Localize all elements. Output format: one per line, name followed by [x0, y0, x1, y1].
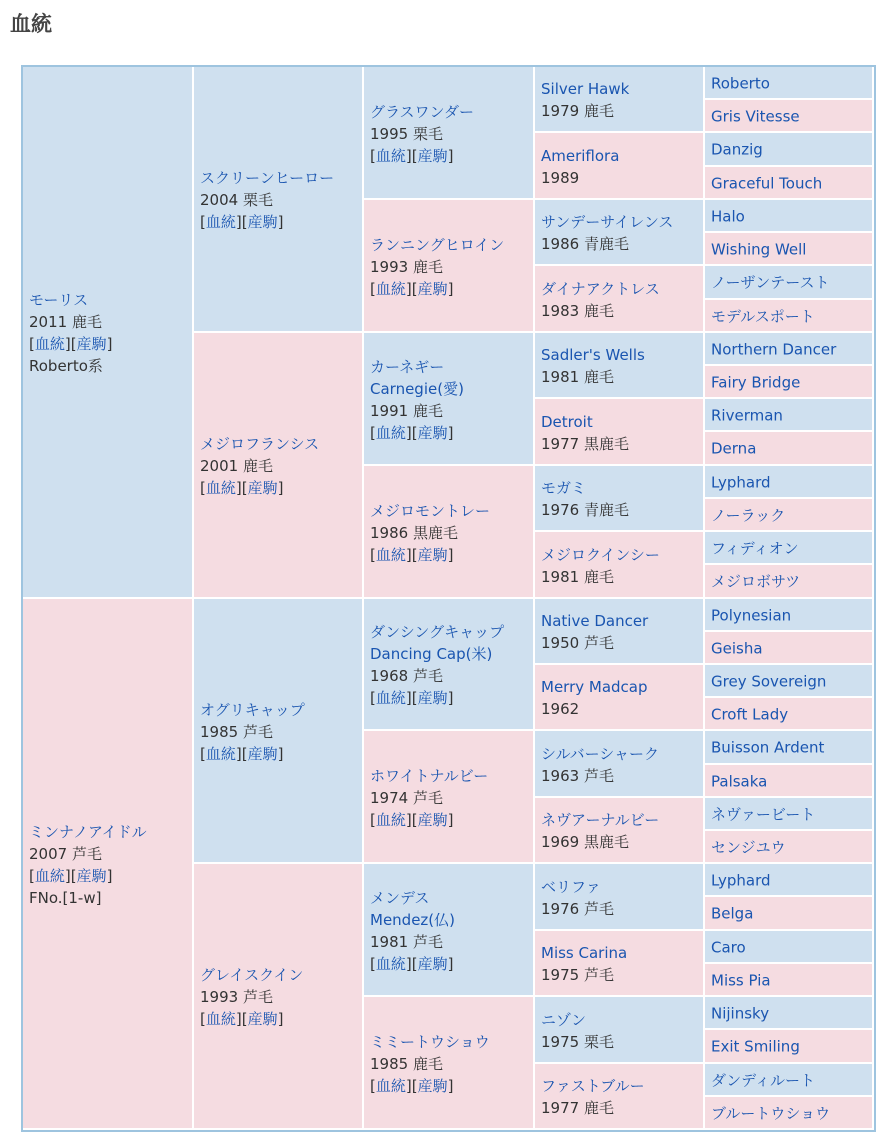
progeny-link[interactable]: 産駒 [417, 954, 448, 973]
horse-name-link[interactable]: ミンナノアイドル [29, 822, 147, 841]
pedigree-cell-gen5 [705, 1030, 874, 1064]
horse-entry [200, 964, 360, 1030]
horse-entry [711, 765, 870, 798]
horse-info: 1985 芦毛 [200, 722, 273, 741]
horse-name-link[interactable]: Detroit [541, 412, 593, 431]
pedigree-cell-gen2 [194, 333, 364, 599]
horse-name-link[interactable]: ミミートウショウ [370, 1032, 490, 1051]
pedigree-cell-gen2 [194, 67, 364, 333]
horse-extra: Roberto系 [29, 357, 103, 375]
pedigree-links: [血統][産駒] [370, 545, 454, 564]
pedigree-cell-gen4 [535, 67, 705, 133]
horse-info: 2007 芦毛 [29, 844, 102, 863]
pedigree-link[interactable]: 血統 [205, 1010, 236, 1028]
horse-info: 1979 鹿毛 [541, 102, 614, 120]
pedigree-cell-gen5 [705, 964, 874, 997]
horse-entry [711, 333, 870, 366]
horse-name-link[interactable]: ノーラック [711, 506, 786, 524]
horse-info: 1989 [541, 168, 580, 187]
pedigree-cell-gen5 [705, 100, 874, 133]
horse-entry [370, 101, 531, 167]
horse-info: 1976 芦毛 [541, 899, 614, 918]
horse-name-link[interactable]: Exit Smiling [711, 1037, 800, 1056]
pedigree-cell-gen4 [535, 665, 705, 731]
progeny-link[interactable]: 産駒 [76, 335, 107, 353]
pedigree-link[interactable]: 血統 [375, 1076, 406, 1095]
pedigree-links: [血統][産駒] [370, 1076, 454, 1095]
horse-name-link[interactable]: グレイスクイン [200, 966, 304, 984]
horse-name-link[interactable]: Miss Carina [541, 944, 628, 962]
horse-entry [200, 433, 360, 499]
horse-name-link[interactable]: Lyphard [711, 473, 771, 491]
pedigree-cell-gen3 [364, 997, 535, 1130]
pedigree-cell-gen5 [705, 432, 874, 466]
horse-name-link[interactable]: Belga [711, 904, 754, 923]
progeny-link[interactable]: 産駒 [417, 545, 448, 564]
horse-name-link[interactable]: メジロボサツ [711, 572, 801, 591]
horse-name-link[interactable]: Mendez(仏) [370, 910, 456, 929]
pedigree-link[interactable]: 血統 [34, 866, 65, 885]
pedigree-cell-gen4 [535, 466, 705, 532]
horse-entry [370, 887, 531, 975]
pedigree-link[interactable]: 血統 [375, 279, 406, 298]
progeny-link[interactable]: 産駒 [247, 744, 278, 763]
horse-entry [711, 1031, 870, 1064]
horse-name-link[interactable]: スクリーンヒーロー [200, 169, 335, 187]
horse-name-link[interactable]: Danzig [711, 140, 763, 159]
pedigree-cell-gen3 [364, 200, 535, 333]
pedigree-cell-gen4 [535, 731, 705, 798]
horse-name-link[interactable]: ブルートウショウ [711, 1104, 831, 1122]
horse-name-link[interactable]: ニゾン [541, 1010, 587, 1029]
horse-entry [711, 1064, 870, 1097]
horse-name-link[interactable]: ファストブルー [541, 1077, 645, 1095]
horse-entry [541, 876, 701, 920]
progeny-link[interactable]: 産駒 [417, 689, 448, 707]
pedigree-cell-gen4 [535, 266, 705, 333]
pedigree-link[interactable]: 血統 [205, 744, 236, 763]
pedigree-cell-gen4 [535, 1064, 705, 1130]
horse-entry [711, 499, 870, 532]
pedigree-cell-gen1 [23, 67, 194, 599]
horse-entry [200, 167, 360, 233]
pedigree-cell-gen5 [705, 67, 874, 100]
horse-entry [711, 997, 870, 1030]
horse-entry [541, 676, 701, 720]
pedigree-cell-gen2 [194, 599, 364, 864]
horse-entry [541, 477, 701, 521]
horse-entry [29, 289, 190, 377]
horse-entry [541, 544, 701, 588]
progeny-link[interactable]: 産駒 [76, 866, 107, 885]
pedigree-cell-gen4 [535, 333, 705, 399]
horse-entry [711, 566, 870, 599]
horse-entry [541, 411, 701, 455]
pedigree-cell-gen5 [705, 831, 874, 864]
horse-entry [711, 267, 870, 300]
horse-entry [711, 300, 870, 333]
horse-entry [711, 798, 870, 831]
pedigree-links: [血統][産駒] [370, 423, 454, 442]
horse-entry [370, 621, 531, 709]
pedigree-links: [血統][産駒] [370, 689, 454, 707]
horse-entry [541, 942, 701, 986]
pedigree-cell-gen4 [535, 532, 705, 599]
horse-entry [711, 864, 870, 897]
pedigree-cell-gen5 [705, 366, 874, 399]
progeny-link[interactable]: 産駒 [417, 279, 448, 298]
progeny-link[interactable]: 産駒 [417, 1076, 448, 1095]
pedigree-link[interactable]: 血統 [375, 954, 406, 973]
pedigree-link[interactable]: 血統 [34, 335, 65, 353]
horse-name-link[interactable]: ネヴアーナルビー [541, 811, 660, 829]
horse-info: 1983 鹿毛 [541, 301, 614, 320]
horse-info: 1968 芦毛 [370, 667, 443, 685]
pedigree-cell-gen3 [364, 864, 535, 997]
horse-name-link[interactable]: Buisson Ardent [711, 738, 825, 757]
horse-extra: FNo.[1-w] [29, 888, 102, 907]
horse-name-link[interactable]: Merry Madcap [541, 678, 648, 696]
horse-entry [711, 466, 870, 499]
horse-name-link[interactable]: モデルスポート [711, 307, 815, 325]
horse-name-link[interactable]: ノーザンテースト [711, 273, 830, 292]
horse-entry [711, 898, 870, 931]
horse-name-link[interactable]: ダイナアクトレス [541, 279, 660, 298]
pedigree-cell-gen5 [705, 200, 874, 233]
pedigree-link[interactable]: 血統 [205, 213, 236, 231]
horse-name-link[interactable]: ランニングヒロイン [370, 235, 505, 254]
horse-entry [711, 1097, 870, 1130]
horse-info: 1981 鹿毛 [541, 567, 614, 586]
section-title: 血統 [10, 12, 52, 36]
horse-name-link[interactable]: カーネギー [370, 357, 445, 376]
pedigree-link[interactable]: 血統 [375, 545, 406, 564]
horse-entry [711, 167, 870, 200]
pedigree-cell-gen5 [705, 698, 874, 731]
pedigree-cell-gen5 [705, 133, 874, 167]
horse-name-link[interactable]: Graceful Touch [711, 174, 823, 192]
horse-name-link[interactable]: Nijinsky [711, 1004, 770, 1022]
horse-entry [370, 234, 531, 300]
horse-name-link[interactable]: ダンシングキャップ [370, 623, 505, 641]
horse-name-link[interactable]: Sadler's Wells [541, 346, 645, 364]
horse-entry [711, 67, 870, 100]
pedigree-cell-gen4 [535, 133, 705, 200]
horse-entry [711, 200, 870, 233]
horse-name-link[interactable]: Lyphard [711, 871, 771, 889]
horse-info: 1981 鹿毛 [541, 368, 614, 386]
pedigree-cell-gen5 [705, 897, 874, 931]
horse-name-link[interactable]: メンデス [370, 888, 430, 907]
pedigree-cell-gen4 [535, 997, 705, 1064]
horse-name-link[interactable]: Carnegie(愛) [370, 379, 464, 398]
progeny-link[interactable]: 産駒 [247, 479, 278, 497]
pedigree-cell-gen4 [535, 798, 705, 864]
horse-name-link[interactable]: モガミ [541, 479, 587, 497]
pedigree-cell-gen5 [705, 1097, 874, 1130]
pedigree-cell-gen4 [535, 399, 705, 466]
horse-info: 1963 芦毛 [541, 766, 614, 785]
pedigree-cell-gen5 [705, 300, 874, 333]
horse-entry [200, 699, 360, 765]
horse-name-link[interactable]: Silver Hawk [541, 80, 630, 98]
horse-info: 2001 鹿毛 [200, 457, 273, 475]
horse-name-link[interactable]: シルバーシャーク [541, 744, 659, 763]
pedigree-cell-gen3 [364, 333, 535, 466]
horse-entry [711, 698, 870, 731]
horse-entry [711, 100, 870, 133]
pedigree-cell-gen5 [705, 1064, 874, 1097]
horse-info: 1950 芦毛 [541, 634, 614, 652]
pedigree-cell-gen3 [364, 67, 535, 200]
horse-name-link[interactable]: グラスワンダー [370, 102, 474, 121]
pedigree-cell-gen5 [705, 532, 874, 565]
horse-entry [711, 532, 870, 565]
horse-name-link[interactable]: Croft Lady [711, 705, 789, 723]
horse-name-link[interactable]: Palsaka [711, 772, 768, 790]
progeny-link[interactable]: 産駒 [247, 213, 278, 231]
horse-entry [370, 765, 531, 831]
horse-name-link[interactable]: Dancing Cap(米) [370, 645, 493, 663]
horse-entry [711, 399, 870, 432]
pedigree-cell-gen3 [364, 599, 535, 731]
pedigree-cell-gen5 [705, 466, 874, 499]
horse-info: 1962 [541, 700, 580, 718]
progeny-link[interactable]: 産駒 [417, 146, 448, 165]
pedigree-cell-gen4 [535, 200, 705, 266]
pedigree-link[interactable]: 血統 [205, 479, 236, 497]
pedigree-cell-gen5 [705, 399, 874, 432]
horse-entry [711, 632, 870, 665]
horse-name-link[interactable]: メジロフランシス [200, 435, 320, 453]
horse-entry [711, 831, 870, 864]
pedigree-cell-gen5 [705, 167, 874, 200]
horse-info: 1977 黒鹿毛 [541, 434, 629, 453]
horse-entry [711, 931, 870, 964]
horse-name-link[interactable]: Derna [711, 439, 757, 458]
horse-name-link[interactable]: Riverman [711, 406, 783, 424]
pedigree-cell-gen5 [705, 333, 874, 366]
horse-name-link[interactable]: Polynesian [711, 606, 792, 624]
pedigree-cell-gen1 [23, 599, 194, 1130]
horse-entry [711, 665, 870, 698]
horse-entry [711, 732, 870, 765]
horse-name-link[interactable]: Grey Sovereign [711, 672, 827, 690]
horse-name-link[interactable]: センジユウ [711, 838, 786, 856]
horse-info: 1995 栗毛 [370, 124, 443, 143]
horse-name-link[interactable]: フィディオン [711, 539, 799, 557]
progeny-link[interactable]: 産駒 [247, 1010, 278, 1028]
pedigree-cell-gen5 [705, 665, 874, 698]
pedigree-links: [血統][産駒] [29, 335, 113, 353]
horse-name-link[interactable]: ダンディルート [711, 1071, 815, 1089]
horse-info: 1977 鹿毛 [541, 1099, 614, 1117]
horse-name-link[interactable]: Roberto [711, 74, 770, 92]
pedigree-cell-gen5 [705, 731, 874, 765]
horse-info: 1986 黒鹿毛 [370, 523, 458, 542]
horse-info: 1976 青鹿毛 [541, 501, 629, 519]
pedigree-cell-gen5 [705, 266, 874, 300]
pedigree-cell-gen5 [705, 499, 874, 532]
horse-name-link[interactable]: メジロクインシー [541, 545, 660, 564]
horse-name-link[interactable]: Miss Pia [711, 971, 771, 989]
pedigree-links: [血統][産駒] [29, 866, 113, 885]
pedigree-links: [血統][産駒] [200, 479, 284, 497]
horse-entry [711, 366, 870, 399]
horse-name-link[interactable]: Halo [711, 207, 745, 225]
pedigree-links: [血統][産駒] [370, 146, 454, 165]
horse-entry [541, 344, 701, 388]
horse-name-link[interactable]: Northern Dancer [711, 340, 837, 358]
pedigree-cell-gen5 [705, 765, 874, 798]
horse-name-link[interactable]: Gris Vitesse [711, 107, 800, 125]
horse-entry [541, 743, 701, 787]
horse-name-link[interactable]: Wishing Well [711, 240, 807, 258]
pedigree-cell-gen5 [705, 632, 874, 665]
pedigree-link[interactable]: 血統 [375, 689, 406, 707]
horse-name-link[interactable]: Geisha [711, 639, 763, 657]
progeny-link[interactable]: 産駒 [417, 810, 448, 829]
horse-info: 1993 鹿毛 [370, 257, 443, 276]
horse-name-link[interactable]: メジロモントレー [370, 501, 491, 520]
horse-entry [29, 821, 190, 909]
pedigree-links: [血統][産駒] [370, 279, 454, 298]
pedigree-cell-gen5 [705, 599, 874, 632]
pedigree-cell-gen3 [364, 731, 535, 864]
pedigree-cell-gen5 [705, 864, 874, 897]
horse-name-link[interactable]: Caro [711, 938, 746, 956]
horse-entry [711, 599, 870, 632]
horse-entry [541, 1075, 701, 1119]
horse-info: 1981 芦毛 [370, 932, 443, 951]
pedigree-cell-gen3 [364, 466, 535, 599]
pedigree-link[interactable]: 血統 [375, 810, 406, 829]
horse-entry [541, 145, 701, 189]
horse-entry [370, 356, 531, 444]
horse-entry [711, 964, 870, 997]
horse-entry [541, 809, 701, 853]
pedigree-links: [血統][産駒] [200, 1010, 284, 1028]
horse-entry [370, 500, 531, 566]
horse-entry [370, 1031, 531, 1097]
horse-name-link[interactable]: ベリファ [541, 877, 601, 896]
pedigree-cell-gen5 [705, 565, 874, 599]
horse-name-link[interactable]: Native Dancer [541, 612, 649, 630]
pedigree-links: [血統][産駒] [370, 810, 454, 829]
horse-entry [711, 233, 870, 266]
pedigree-links: [血統][産駒] [200, 744, 284, 763]
pedigree-cell-gen4 [535, 599, 705, 665]
horse-name-link[interactable]: ホワイトナルビー [370, 766, 489, 785]
horse-entry [541, 610, 701, 654]
pedigree-cell-gen5 [705, 931, 874, 964]
horse-entry [541, 1009, 701, 1053]
pedigree-cell-gen4 [535, 864, 705, 931]
pedigree-cell-gen5 [705, 233, 874, 266]
horse-entry [711, 134, 870, 167]
horse-entry [541, 211, 701, 255]
horse-info: 1993 芦毛 [200, 988, 273, 1006]
pedigree-links: [血統][産駒] [200, 213, 284, 231]
pedigree-link[interactable]: 血統 [375, 423, 406, 442]
horse-info: 1969 黒鹿毛 [541, 833, 629, 851]
horse-entry [541, 78, 701, 122]
pedigree-cell-gen5 [705, 997, 874, 1030]
horse-name-link[interactable]: モーリス [29, 291, 89, 309]
horse-info: 1986 青鹿毛 [541, 235, 629, 253]
pedigree-table [21, 65, 876, 1132]
horse-info: 1985 鹿毛 [370, 1054, 443, 1073]
pedigree-cell-gen2 [194, 864, 364, 1130]
horse-name-link[interactable]: Ameriflora [541, 146, 620, 165]
horse-name-link[interactable]: Fairy Bridge [711, 373, 801, 391]
pedigree-cell-gen4 [535, 931, 705, 997]
horse-entry [541, 278, 701, 322]
horse-name-link[interactable]: オグリキャップ [200, 700, 305, 719]
horse-name-link[interactable]: サンデーサイレンス [541, 213, 674, 231]
pedigree-links: [血統][産駒] [370, 954, 454, 973]
pedigree-cell-gen5 [705, 798, 874, 831]
horse-info: 2011 鹿毛 [29, 313, 102, 331]
horse-entry [711, 433, 870, 466]
progeny-link[interactable]: 産駒 [417, 423, 448, 442]
pedigree-link[interactable]: 血統 [375, 146, 406, 165]
horse-info: 1975 栗毛 [541, 1032, 614, 1051]
horse-name-link[interactable]: ネヴァービート [711, 805, 816, 823]
horse-info: 1991 鹿毛 [370, 401, 443, 420]
horse-info: 1974 芦毛 [370, 788, 443, 807]
horse-info: 1975 芦毛 [541, 966, 614, 984]
horse-info: 2004 栗毛 [200, 191, 273, 209]
